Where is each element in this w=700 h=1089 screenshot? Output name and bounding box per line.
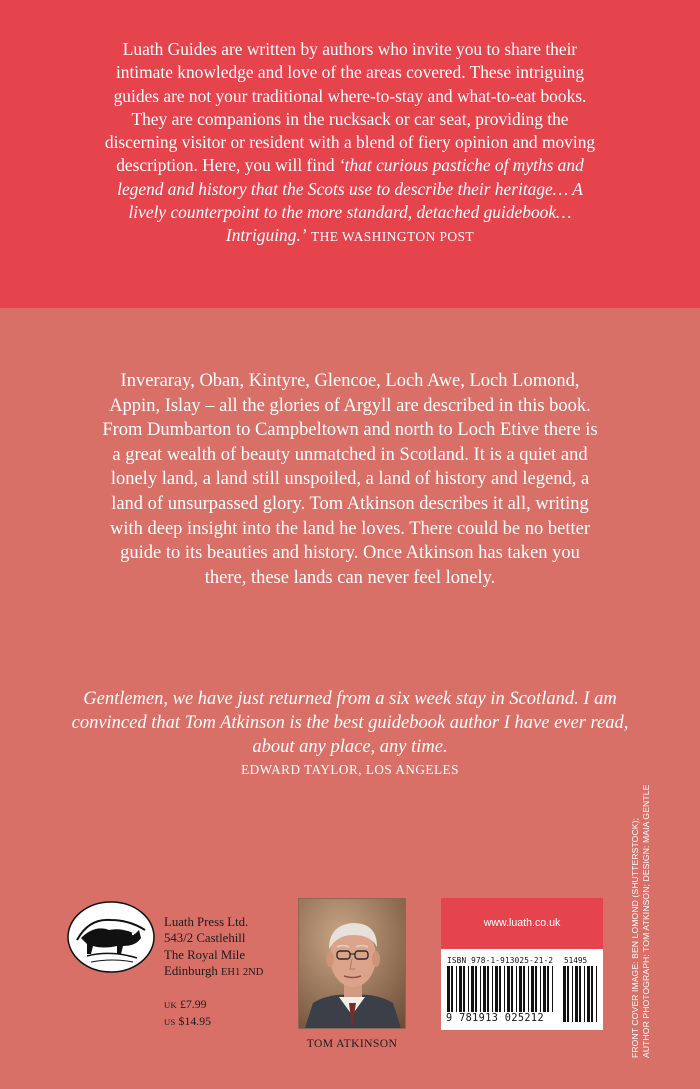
publisher-city: Edinburgh	[164, 963, 218, 978]
image-credits	[630, 698, 652, 1058]
price-uk	[164, 996, 284, 1013]
book-description: Inveraray, Oban, Kintyre, Glencoe, Loch Awe, Loch Lomond, Appin, Islay – all the glories of Argyll are described in this book. From Dumbarton to Campbeltown and north to Loch Etive there is a great wealth of beauty unmatched in Scotland. It is a quiet and lonely land, a land still unspoiled, a land of history and legend, a land of unsurpassed glory. Tom Atkinson describes it all, writing with deep insight into the land he loves. There could be no better guide to its beauties and history. Once Atkinson has taken you there, these lands can never feel lonely.	[102, 371, 598, 588]
price-amount: £7.99	[179, 997, 207, 1011]
blurb-intro: Luath Guides are written by authors who invite you to share their intimate knowledge and love of the areas covered. These intriguing guides are not your traditional where-to-stay and what-to-eat books. They are companions in the rucksack or car seat, providing the discerning visitor or resident with a blend of fiery opinion and moving description. Here, you will find	[104, 39, 596, 176]
publisher-city-line	[164, 963, 284, 981]
ean-number: 9 781913 025212	[446, 1013, 545, 1024]
barcode-box	[441, 898, 603, 1030]
addon-number: 51495	[564, 956, 588, 965]
price-currency: UK	[164, 1000, 178, 1010]
author-photo	[298, 898, 406, 1029]
publisher-name: Luath Press Ltd.	[164, 915, 249, 929]
price-list	[164, 996, 284, 1030]
publisher-street: 543/2 Castlehill	[164, 931, 246, 946]
credits-line2: AUTHOR PHOTOGRAPH: TOM ATKINSON; DESIGN: MAIA GENTLE	[641, 784, 651, 1058]
testimonial-quote: Gentlemen, we have just returned from a six week stay in Scotland. I am convinced that Tom Atkinson is the best guidebook author I have ever read, about any place, any time.	[71, 689, 629, 757]
blurb-source: THE WASHINGTON POST	[310, 229, 475, 245]
blurb-quote: ‘that curious pastiche of myths and legend and history that the Scots use to describe their heritage… A lively counterpoint to the more standard, detached guidebook… Intriguing.’	[117, 155, 584, 246]
publisher-street2: The Royal Mile	[164, 947, 246, 962]
credits-line1: FRONT COVER IMAGE: BEN LOMOND (SHUTTERSTOCK);	[630, 817, 640, 1058]
price-currency: US	[164, 1017, 176, 1027]
publisher-postcode: EH1 2ND	[221, 966, 264, 978]
publisher-address	[164, 914, 284, 981]
author-caption: TOM ATKINSON	[306, 1037, 398, 1050]
publisher-url: www.luath.co.uk	[483, 917, 561, 929]
luath-dog-logo-icon	[67, 900, 155, 974]
isbn-text: ISBN 978-1-913025-21-2	[447, 956, 554, 965]
price-amount: $14.95	[178, 1014, 211, 1028]
testimonial-attribution: EDWARD TAYLOR, LOS ANGELES	[241, 762, 459, 777]
price-us	[164, 1013, 284, 1030]
series-blurb	[100, 38, 600, 249]
barcode-bars	[441, 898, 603, 1030]
